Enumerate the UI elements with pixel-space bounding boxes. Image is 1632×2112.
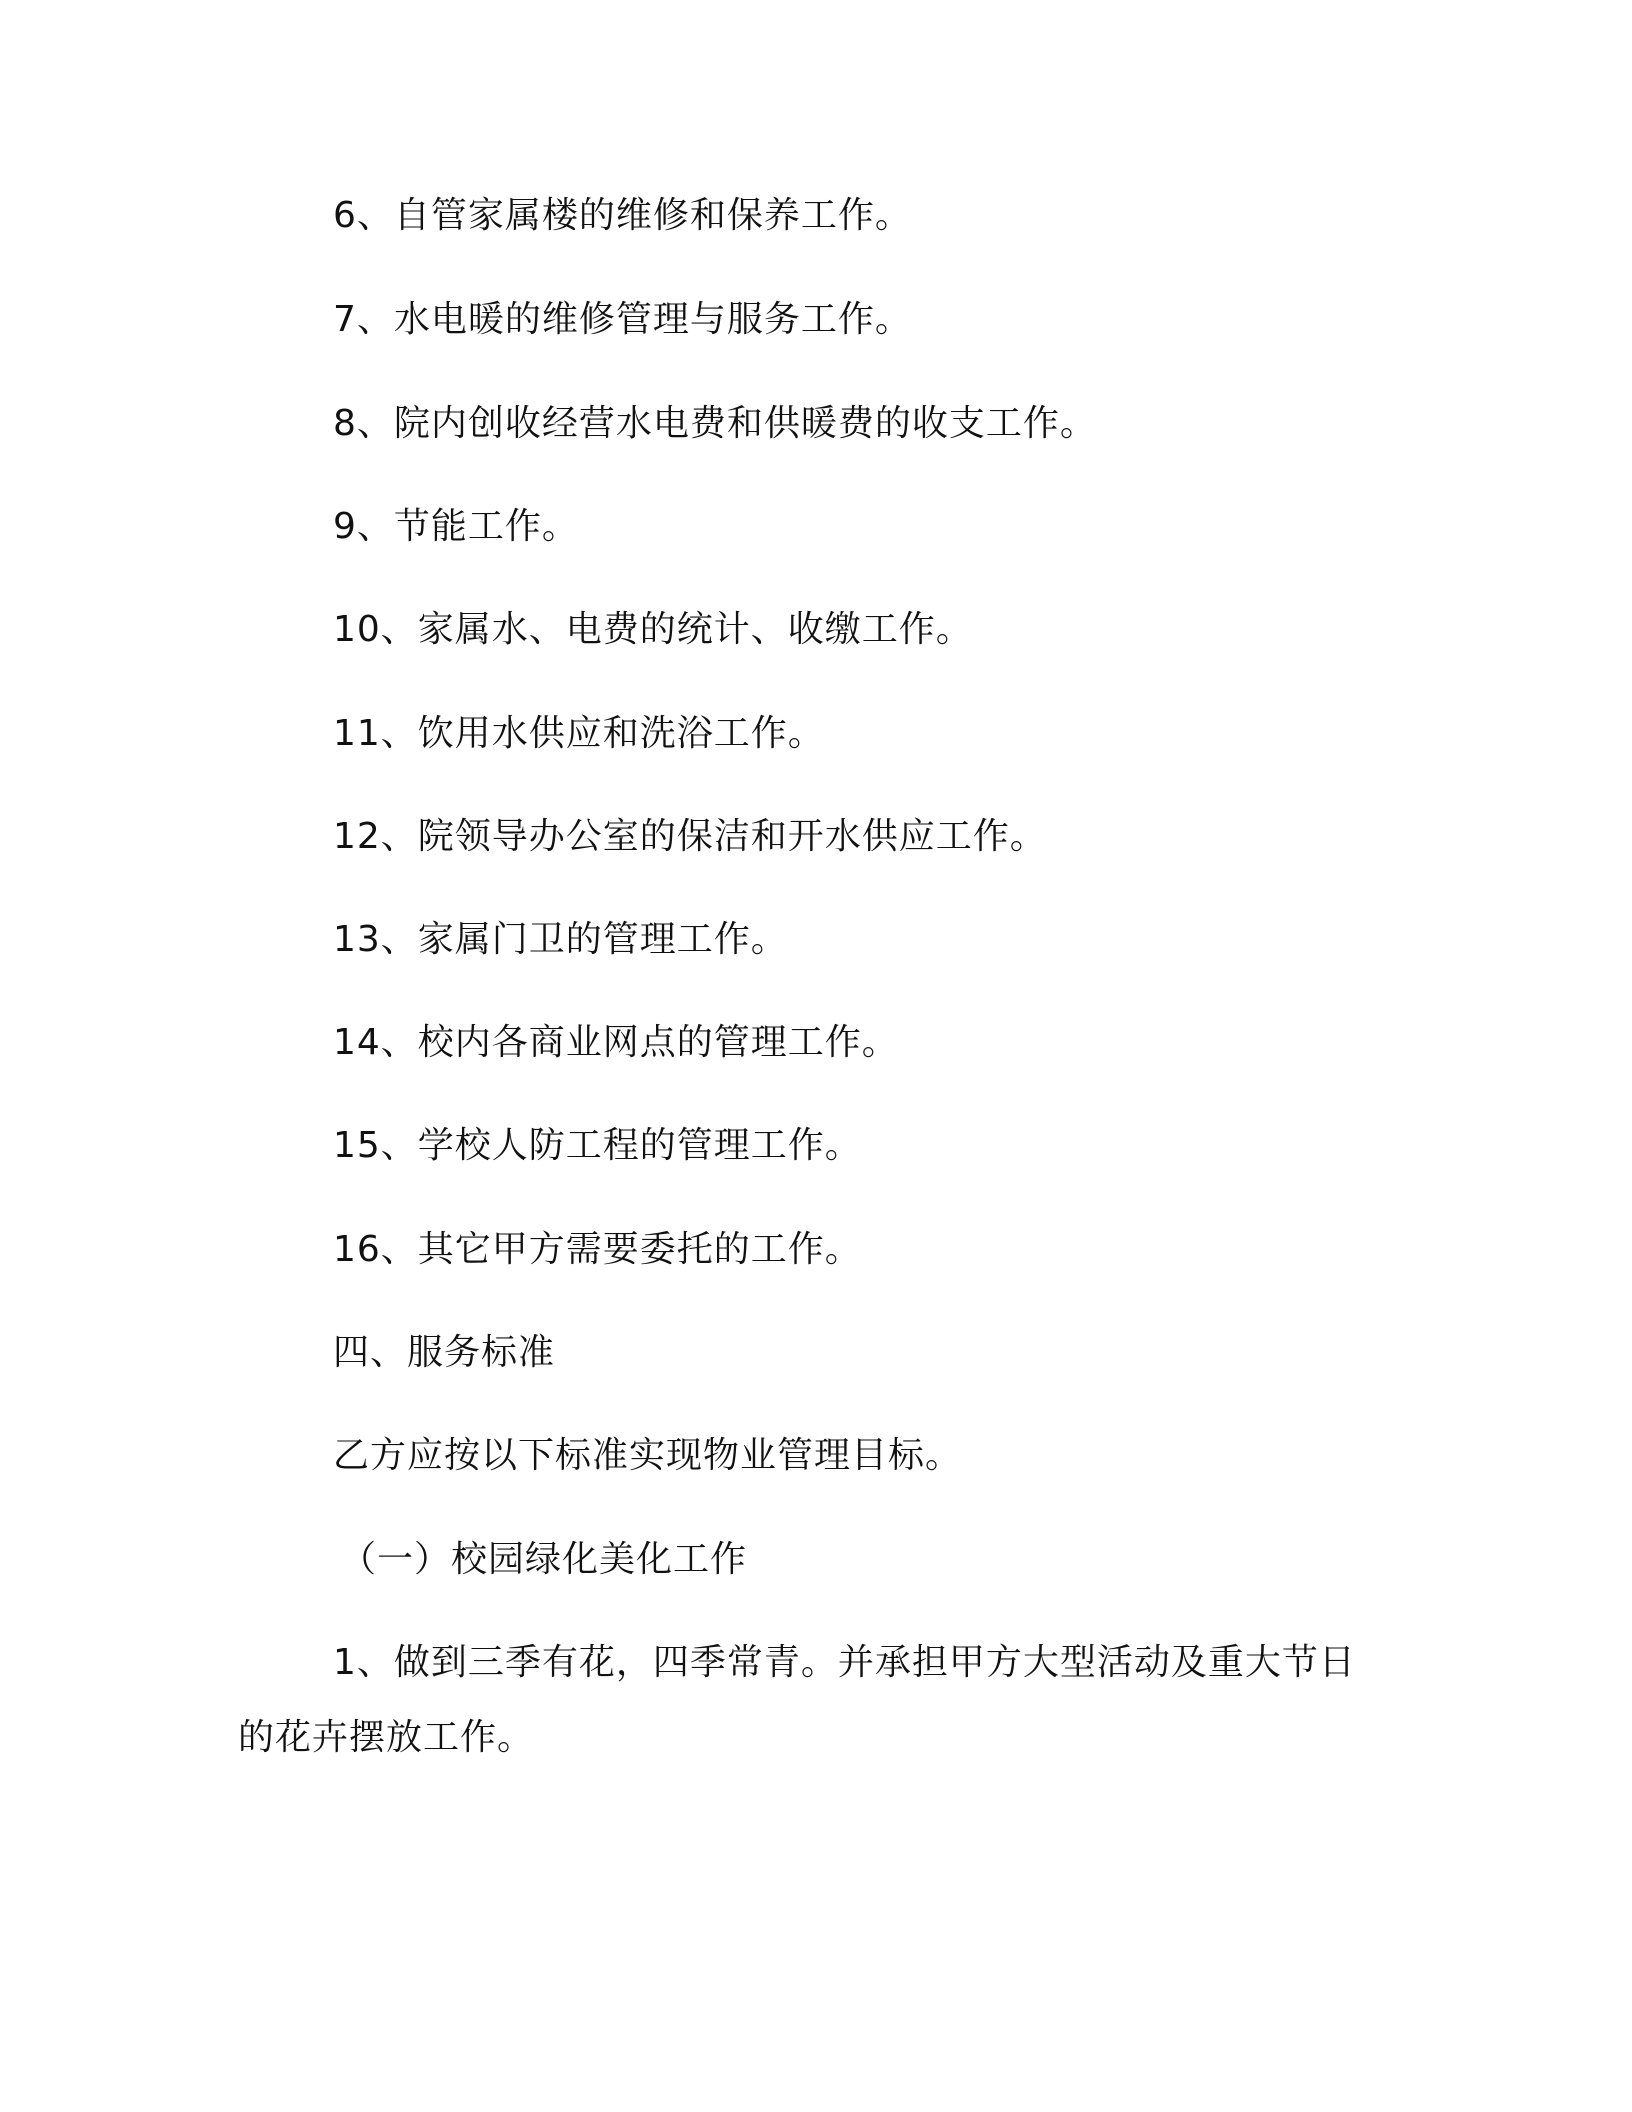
list-item: 8、院内创收经营水电费和供暖费的收支工作。 [333, 403, 1097, 444]
list-item: 14、校内各商业网点的管理工作。 [333, 1022, 899, 1063]
list-item: 7、水电暖的维修管理与服务工作。 [333, 299, 912, 340]
list-item: 16、其它甲方需要委托的工作。 [333, 1229, 862, 1270]
subheading: （一）校园绿化美化工作 [340, 1539, 748, 1580]
intro-paragraph: 乙方应按以下标准实现物业管理目标。 [333, 1435, 963, 1476]
list-item: 10、家属水、电费的统计、收缴工作。 [333, 609, 973, 650]
list-item: 12、院领导办公室的保洁和开水供应工作。 [333, 816, 1047, 857]
list-item: 11、饮用水供应和洗浴工作。 [333, 713, 825, 754]
paragraph-line: 1、做到三季有花，四季常青。并承担甲方大型活动及重大节日 [333, 1642, 1356, 1683]
list-item: 15、学校人防工程的管理工作。 [333, 1125, 862, 1166]
list-item: 9、节能工作。 [333, 506, 579, 547]
list-item: 6、自管家属楼的维修和保养工作。 [333, 195, 912, 236]
section-heading: 四、服务标准 [333, 1332, 556, 1373]
paragraph-line: 的花卉摆放工作。 [238, 1717, 535, 1758]
list-item: 13、家属门卫的管理工作。 [333, 919, 788, 960]
